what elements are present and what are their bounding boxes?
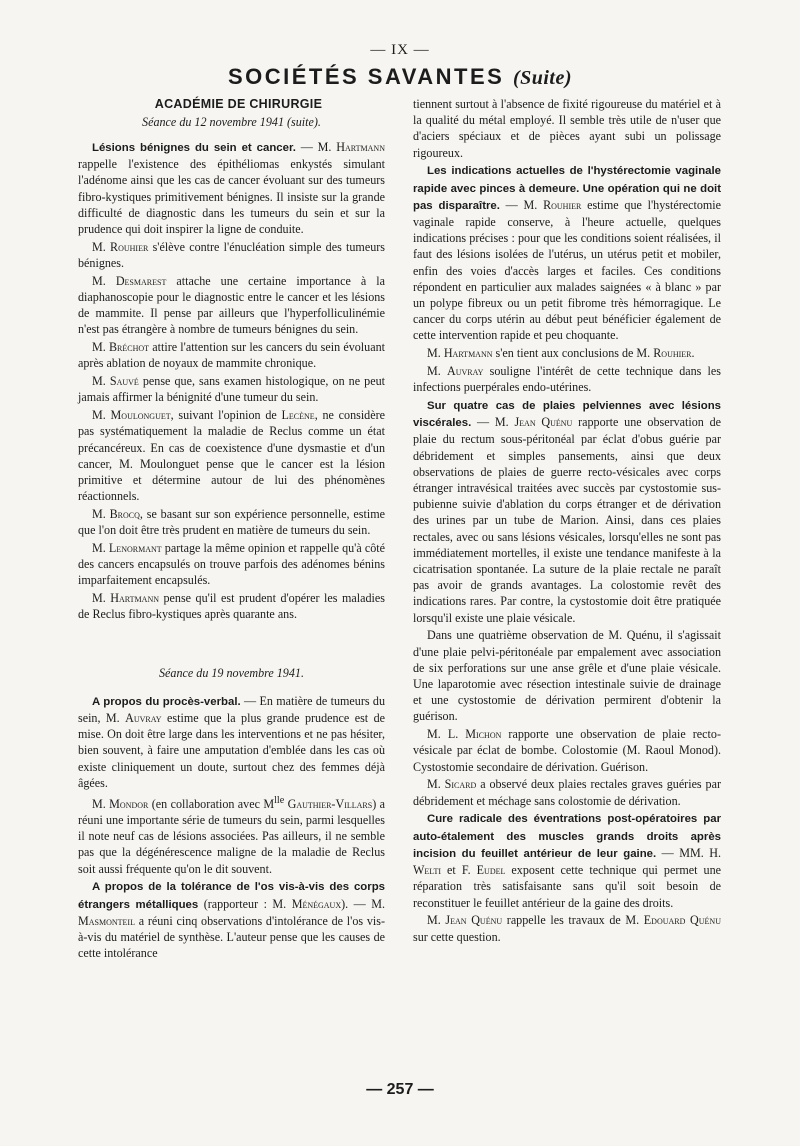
author-name: Hartmann <box>110 591 159 606</box>
author-name: Rouhier <box>653 346 692 361</box>
left-column <box>78 96 385 963</box>
paragraph: Sur quatre cas de plaies pelviennes avec lésions viscérales. — M. Jean Quénu rapporte une observation de plaie du rectum sous-péritonéal par éclat d'obus guérie par débridement et simples pansements, ainsi que deux observations de plaies de guerre recto-vésicales avec corps étranger intravésical traitées avec succès par cystostomie sus-pubienne suivie d'ablation du corps étranger et de dérivation des urines par un tube de Marion. Ainsi, dans ces plaies rectales, avec ou sans lésions vésicales, lorsqu'elles ne sont pas immédiatement mortelles, il existe une tendance manifeste à la cicatrisation spontanée. La suture de la plaie rectale ne paraît pas avoir de grands avantages. La colostomie revêt des indications rares. Par contre, la cystostomie doit être pratiquée lorsqu'il existe une plaie vésicale. <box>413 400 722 625</box>
page-number-bottom: — 257 — <box>366 1081 434 1098</box>
author-name: Sauvé <box>109 374 139 389</box>
author-name: Auvray <box>125 711 162 726</box>
author-name: Jean Quénu <box>514 415 573 430</box>
paragraph: M. Auvray souligne l'intérêt de cette technique dans les infections puerpérales endo-utérines. <box>413 364 721 395</box>
paragraph: M. Rouhier s'élève contre l'énucléation simple des tumeurs bénignes. <box>78 239 385 271</box>
session-date-1: Séance du 12 novembre 1941 (suite). <box>142 114 321 129</box>
paragraph: M. Moulonguet, suivant l'opinion de Lecène, ne considère pas systématiquement la maladie de Reclus comme un état précancéreux. En cas de coexistence d'une dysmastie et d'un cancer, M. Moulonguet pense que le cancer est la lésion primitive et détermine autour de lui des phénomènes réactionnels. <box>78 408 385 504</box>
author-name: Auvray <box>446 364 484 379</box>
paragraph: Cure radicale des éventrations post-opératoires par auto-étalement des muscles grands droits après incision du feuillet antérieur de leur gaine. — MM. H. Welti et F. Eudel exposent cette technique qui permet une réparation très satisfaisante sans qu'il soit besoin de reconstituer le feuillet antérieur de la gaine des droits. <box>413 813 721 910</box>
paragraph: M. Lenormant partage la même opinion et rappelle qu'à côté des cancers encapsulés on trouve parfois des adénomes bénins imparfaitement encapsulés. <box>78 541 385 588</box>
author-name: Brocq <box>109 507 140 522</box>
section-heading: ACADÉMIE DE CHIRURGIE <box>154 97 323 111</box>
subject-heading: Lésions bénignes du sein et cancer. <box>92 142 296 154</box>
author-name: Gauthier-Villars <box>287 796 373 811</box>
paragraph: M. Desmarest attache une certaine importance à la diaphanoscopie pour le diagnostic entre le cancer et les lésions de mammite. Il pense par ailleurs que l'hyperfolliculinémie n'est pas étrangère à nombre de tumeurs bénignes du sein. <box>78 273 385 337</box>
subject-heading: A propos du procès-verbal. <box>92 695 241 708</box>
author-name: Eudel <box>476 863 506 878</box>
author-name: Hartmann <box>336 140 385 154</box>
subject-heading: A propos de la tolérance de l'os vis-à-vis des corps étrangers métalliques <box>78 881 385 911</box>
paragraph: M. Bréchot attire l'attention sur les cancers du sein évoluant après ablation de noyaux de mammite chronique. <box>78 340 385 371</box>
subject-heading: Sur quatre cas de plaies pelviennes avec lésions viscérales. <box>413 400 721 430</box>
paragraph: M. Sauvé pense que, sans examen histologique, on ne peut jamais affirmer la bénignité d'une tumeur du sein. <box>78 374 385 405</box>
paragraph: M. Mondor (en collaboration avec $M^{lle}$ Gauthier-Villars) a réuni une importante série de tumeurs du sein, parmi lesquelles il note neuf cas de lésions associées. Pas ailleurs, il ne semble pas que la dégénérescence maligne de la maladie de Reclus soit aussi fréquente qu'on le dit souvent. <box>78 794 385 876</box>
title-text: SOCIÉTÉS SAVANTES <box>227 64 505 89</box>
paragraph: M. Hartmann pense qu'il est prudent d'opérer les maladies de Reclus fibro-kystiques après quarante ans. <box>78 591 385 622</box>
author-name: Moulonguet <box>110 408 171 423</box>
author-name: Jean Quénu <box>445 913 503 928</box>
author-name: Rouhier <box>110 239 149 254</box>
author-name: Ménégaux <box>291 896 342 911</box>
paragraph: M. Brocq, se basant sur son expérience personnelle, estime que l'on doit être très prudent en matière de tumeurs du sein. <box>78 507 385 538</box>
paragraph: M. L. Michon rapporte une observation de plaie recto-vésicale par éclat de bombe. Colostomie (M. Raoul Monod). Cystostomie secondaire de dérivation. Guérison. <box>413 727 721 774</box>
paragraph: M. Sicard a observé deux plaies rectales graves guéries par débridement et méchage sans colostomie de dérivation. <box>413 777 721 808</box>
session-date-2: Séance du 19 novembre 1941. <box>159 665 304 680</box>
page-number-top: — IX — <box>370 42 430 58</box>
author-name: Desmarest <box>115 273 167 288</box>
paragraph: M. Jean Quénu rappelle les travaux de M. Edouard Quénu sur cette question. <box>413 913 721 944</box>
subject-heading: Cure radicale des éventrations post-opératoires par auto-étalement des muscles grands droits après incision du feuillet antérieur de leur gaine. <box>413 813 721 860</box>
author-name: L. Michon <box>447 727 502 742</box>
author-name: Bréchot <box>108 340 150 355</box>
author-name: Rouhier <box>543 197 582 212</box>
subject-heading: Les indications actuelles de l'hystérectomie vaginale rapide avec pinces à demeure. Une opération qui ne doit pas disparaître. <box>413 165 721 212</box>
page-title <box>0 64 800 90</box>
author-name: Lenormant <box>108 541 162 556</box>
right-column <box>413 96 721 946</box>
paragraph: A propos du procès-verbal. — En matière de tumeurs du sein, M. Auvray estime que la plus grande prudence est de mise. On doit être large dans les interventions et ne pas hésiter, bien souvent, à faire une amputation d'emblée dans les cas où existe cliniquement un doute, surtout chez des femmes déjà âgées. <box>78 693 385 790</box>
author-name: Edouard Quénu <box>643 913 721 928</box>
author-name: Mondor <box>109 796 149 811</box>
paragraph: Les indications actuelles de l'hystérectomie vaginale rapide avec pinces à demeure. Une opération qui ne doit pas disparaître. — M. Rouhier estime que l'hystérectomie vaginale rapide conserve, à l'heure actuelle, quelques indications précises : pour que les conditions soient réalisées, il faut des lésions isolées de l'utérus, un utérus petit et mobiler, enfin des voies d'accès larges et faciles. Ces conditions répondent en particulier aux malades saignées « à blanc » par un polype fibreux ou un petit fibrome très hémorragique. Le cancer du corps utérin au début peut bénéficier également de cette intervention rapide et peu choquante. <box>413 165 722 343</box>
paragraph: tiennent surtout à l'absence de fixité rigoureuse du matériel et à la qualité du métal employé. Il semble très utile de n'user que d'aciers spéciaux et de pièces ayant subi un polissage rigoureux. <box>413 97 721 160</box>
paragraph: M. Hartmann s'en tient aux conclusions de M. Rouhier. <box>427 346 695 361</box>
paragraph: Dans une quatrième observation de M. Quénu, il s'agissait d'une plaie pelvi-péritonéale par empalement avec association de six perforations sur une anse grêle et d'une plaie vésicale. Une laparotomie avec résection intestinale suivie de drainage et une cystostomie de dérivation permirent d'obtenir la guérison. <box>413 628 721 724</box>
title-suite: (Suite) <box>512 67 573 89</box>
author-name: Sicard <box>444 777 477 792</box>
paragraph: Lésions bénignes du sein et cancer. — M. Hartmann rappelle l'existence des épithéliomas enkystés simulant l'adénome ainsi que les cas de cancer évoluant sur des tumeurs fibro-kystiques primitivement bénignes. Il insiste sur la grande difficulté de diagnostic dans les tumeurs du sein et sur la prudence qui doit inspirer la ligne de conduite. <box>78 140 385 237</box>
author-name: Hartmann <box>443 346 493 361</box>
paragraph: A propos de la tolérance de l'os vis-à-vis des corps étrangers métalliques (rapporteur : M. Ménégaux). — M. Masmonteil a réuni cinq observations d'intolérance de l'os vis-à-vis du matériel de synthèse. L'auteur pense que les causes de cette intolérance <box>78 881 386 961</box>
author-name: Lecène <box>281 408 315 423</box>
author-name: H. Welti <box>413 845 721 878</box>
author-name: Masmonteil <box>78 913 135 928</box>
